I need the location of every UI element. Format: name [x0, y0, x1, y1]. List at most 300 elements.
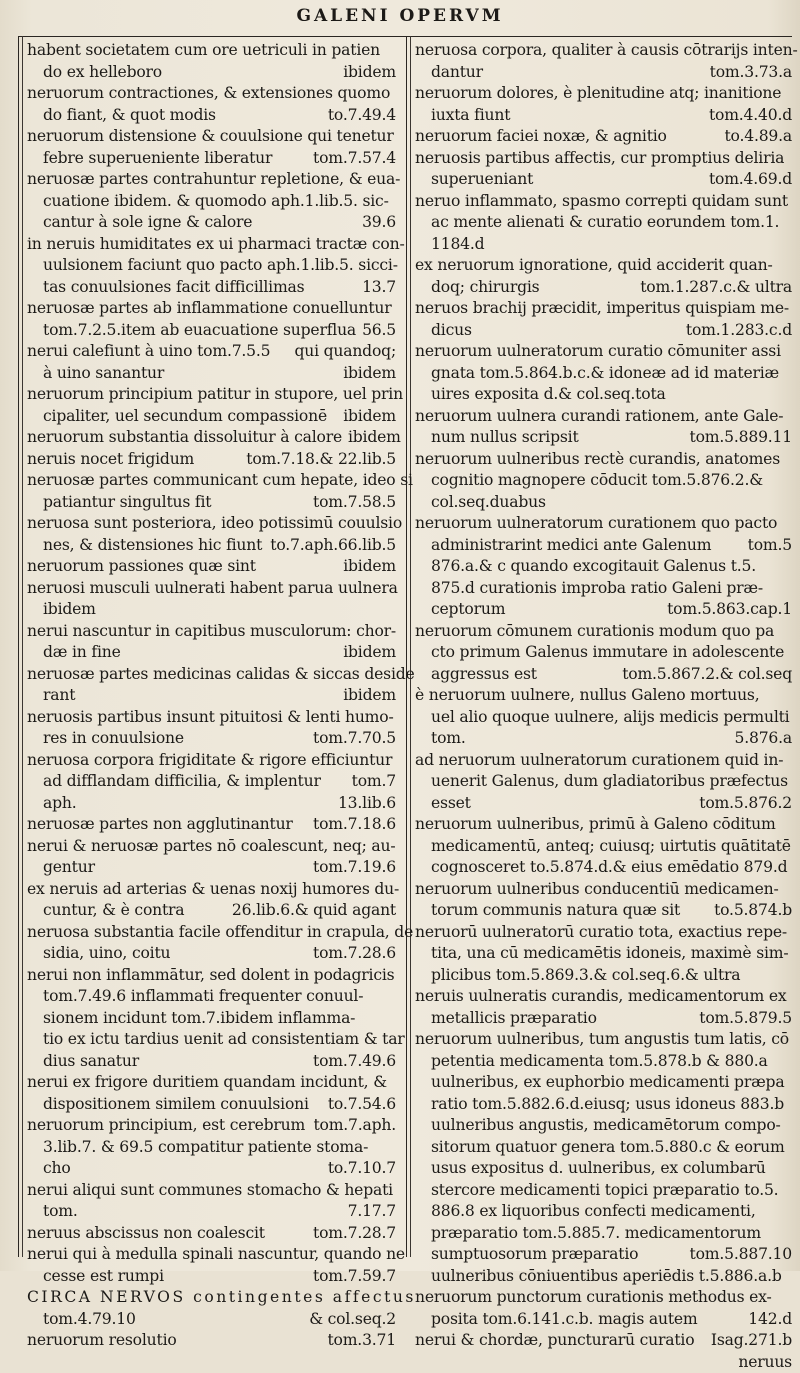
index-entry-line [415, 427, 792, 449]
entry-reference: tom.7.70.5 [307, 728, 396, 750]
entry-reference: tom.3.73.a [704, 62, 792, 84]
index-entry-line [27, 470, 396, 492]
entry-reference: 56.5 [356, 320, 396, 342]
entry-reference: 26.lib.6.& quid agant [226, 900, 396, 922]
index-entry-line [415, 1330, 792, 1352]
entry-reference: to.7.10.7 [322, 1158, 396, 1180]
entry-text: medicamentū, anteq; cuiusq; uirtutis quātitatē [431, 837, 791, 855]
entry-reference: ibidem [337, 363, 396, 385]
index-entry-line [27, 900, 396, 922]
entry-reference: ibidem [337, 62, 396, 84]
index-entry-line [27, 1115, 396, 1137]
entry-text: uenerit Galenus, dum gladiatoribus præfectus [431, 772, 788, 790]
entry-reference: tom.5 [742, 535, 792, 557]
index-entry-line [27, 750, 396, 772]
entry-text: tom. [431, 728, 466, 750]
entry-text: neruorum uulneratorum curationem quo pacto [415, 514, 777, 532]
entry-text: uulneribus, ex euphorbio medicamenti præpa [431, 1073, 784, 1091]
entry-text: neruis uulneratis curandis, medicamentorum ex [415, 987, 786, 1005]
entry-text: do fiant, & quot modis [43, 105, 216, 127]
entry-text: neruis nocet frigidum [27, 449, 194, 471]
index-entry-line [415, 298, 792, 320]
index-entry-line [27, 922, 396, 944]
index-entry-line [415, 1244, 792, 1266]
index-entry-line [27, 62, 396, 84]
entry-reference: tom.7.aph. [307, 1115, 396, 1137]
index-entry-line [27, 771, 396, 793]
index-entry-line [415, 492, 792, 514]
entry-text: uires exposita d.& col.seq.tota [431, 385, 666, 403]
entry-text: nerui & chordæ, puncturarū curatio [415, 1330, 694, 1352]
entry-reference: qui quandoq; [288, 341, 396, 363]
index-entry-line [27, 234, 396, 256]
entry-reference: 7.17.7 [342, 1201, 396, 1223]
entry-text: neruorum punctorum curationis methodus ex- [415, 1288, 772, 1306]
entry-text: sumptuosorum præparatio [431, 1244, 638, 1266]
entry-text: cipaliter, uel secundum compassionē [43, 406, 327, 428]
entry-text: neruorum uulneribus, primū à Galeno cōditum [415, 815, 776, 833]
left-inner-rule [22, 36, 23, 1257]
index-entry-line [27, 879, 396, 901]
index-entry-line [415, 578, 792, 600]
entry-reference: tom.4.40.d [703, 105, 792, 127]
entry-text: cto primum Galenus immutare in adolescente [431, 643, 784, 661]
entry-text: neruosis partibus affectis, cur promptius deliria [415, 149, 784, 167]
index-entry-line [27, 728, 396, 750]
index-entry-line [415, 169, 792, 191]
entry-text: tom.4.79.10 [43, 1309, 136, 1331]
entry-text: dæ in fine [43, 642, 121, 664]
entry-text: plicibus tom.5.869.3.& col.seq.6.& ultra [431, 966, 740, 984]
index-entry-line [27, 1180, 396, 1202]
index-entry-line [415, 406, 792, 428]
index-entry-line [415, 750, 792, 772]
index-entry-line [27, 1158, 396, 1180]
index-entry-line [27, 1244, 396, 1266]
index-entry-line [27, 83, 396, 105]
entry-text: num nullus scripsit [431, 427, 579, 449]
index-entry-line [27, 814, 396, 836]
index-entry-line [27, 40, 396, 62]
entry-text: metallicis præparatio [431, 1008, 597, 1030]
entry-text: neruosa substantia facile offenditur in crapula, de [27, 923, 413, 941]
entry-text: cesse est rumpi [43, 1266, 164, 1288]
index-entry-line [415, 320, 792, 342]
entry-text: posita tom.6.141.c.b. magis autem [431, 1309, 698, 1331]
entry-text: tio ex ictu tardius uenit ad consistentiam & tar [43, 1030, 405, 1048]
index-entry-line [27, 1008, 396, 1030]
entry-text: aph. [43, 793, 76, 815]
index-entry-line [27, 126, 396, 148]
entry-text: neruorum uulneribus, tum angustis tum latis, cō [415, 1030, 789, 1048]
entry-text: neruosa sunt posteriora, ideo potissimū couulsio [27, 514, 402, 532]
index-entry-line [415, 621, 792, 643]
entry-reference: to.4.89.a [718, 126, 792, 148]
entry-reference: ibidem [337, 685, 396, 707]
entry-reference: tom.3.71 [321, 1330, 396, 1352]
index-entry-line [27, 212, 396, 234]
entry-text: neruus abscissus non coalescit [27, 1223, 265, 1245]
entry-text: stercore medicamenti topici præparatio to.5. [431, 1181, 778, 1199]
entry-text: neruorum faciei noxæ, & agnitio [415, 126, 667, 148]
entry-text: patiantur singultus fit [43, 492, 211, 514]
index-entry-line [27, 513, 396, 535]
index-entry-line [27, 363, 396, 385]
entry-text: 3.lib.7. & 69.5 compatitur patiente stoma- [43, 1138, 368, 1156]
index-entry-line [27, 406, 396, 428]
entry-text: tom.7.2.5.item ab euacuatione superflua [43, 320, 356, 342]
entry-text: neruosæ partes communicant cum hepate, ideo si [27, 471, 413, 489]
entry-reference: to.7.54.6 [322, 1094, 396, 1116]
index-entry-line [27, 793, 396, 815]
index-entry-line [415, 1266, 792, 1288]
index-entry-line [415, 1072, 792, 1094]
entry-text: ad neruorum uulneratorum curationem quid in- [415, 751, 783, 769]
entry-text: nerui qui à medulla spinali nascuntur, quando ne [27, 1245, 405, 1263]
index-entry-line [415, 879, 792, 901]
index-entry-line [415, 1137, 792, 1159]
entry-text: neruorum distensione & couulsione qui tenetur [27, 127, 394, 145]
left-border-rule [18, 36, 19, 1257]
index-entry-line [415, 1201, 792, 1223]
entry-text: neruo inflammato, spasmo correpti quidam sunt [415, 192, 788, 210]
entry-text: nerui calefiunt à uino tom.7.5.5 [27, 341, 270, 363]
entry-text: sionem incidunt tom.7.ibidem inflamma- [43, 1009, 355, 1027]
entry-text: torum communis natura quæ sit [431, 900, 680, 922]
entry-reference: tom.5.887.10 [684, 1244, 792, 1266]
column-divider-inner [410, 36, 411, 1257]
index-entry-line [415, 1158, 792, 1180]
index-entry-line [415, 922, 792, 944]
entry-text: ex neruis ad arterias & uenas noxij humores du- [27, 880, 399, 898]
entry-text: præparatio tom.5.885.7. medicamentorum [431, 1224, 761, 1242]
entry-text: tas conuulsiones facit difficillimas [43, 277, 304, 299]
index-entry-line [415, 277, 792, 299]
index-entry-line [27, 384, 396, 406]
index-entry-line [415, 363, 792, 385]
entry-text: neruorum cōmunem curationis modum quo pa [415, 622, 774, 640]
entry-text: cuatione ibidem. & quomodo aph.1.lib.5. sic- [43, 192, 389, 210]
entry-text: uel alio quoque uulnere, alijs medicis permulti [431, 708, 789, 726]
index-entry-line [27, 320, 396, 342]
entry-reference: tom.1.283.c.d [680, 320, 792, 342]
entry-reference: 5.876.a [729, 728, 793, 750]
entry-text: uulsionem faciunt quo pacto aph.1.lib.5. sicci- [43, 256, 398, 274]
entry-reference: tom.5.863.cap.1 [661, 599, 792, 621]
entry-text: in neruis humiditates ex ui pharmaci tractæ con- [27, 235, 405, 253]
entry-text: nes, & distensiones hic fiunt [43, 535, 262, 557]
index-entry-line [27, 1287, 396, 1309]
entry-text: ibidem [43, 600, 96, 618]
index-entry-line [415, 212, 792, 234]
index-entry-line [27, 277, 396, 299]
entry-text: rant [43, 685, 75, 707]
entry-text: neruorum passiones quæ sint [27, 556, 256, 578]
index-entry-line [415, 986, 792, 1008]
index-column-left [27, 40, 396, 1257]
entry-text: nerui non inflammātur, sed dolent in podagricis [27, 966, 394, 984]
index-entry-line [415, 83, 792, 105]
entry-text: ratio tom.5.882.6.d.eiusq; usus idoneus 883.b [431, 1095, 784, 1113]
entry-reference: tom.5.876.2 [693, 793, 792, 815]
index-entry-line [415, 1029, 792, 1051]
index-entry-line [415, 642, 792, 664]
entry-text: cuntur, & è contra [43, 900, 184, 922]
entry-reference: ibidem [337, 556, 396, 578]
entry-text: neruosæ partes medicinas calidas & siccas deside [27, 665, 415, 683]
running-header [0, 2, 800, 30]
index-entry-line [415, 535, 792, 557]
entry-text: 875.d curationis improba ratio Galeni præ- [431, 579, 763, 597]
entry-reference: to.5.874.b [708, 900, 792, 922]
entry-text: administrarint medici ante Galenum [431, 535, 711, 557]
index-entry-line [27, 191, 396, 213]
entry-text: neruorum substantia dissoluitur à calore [27, 427, 342, 449]
index-entry-line [27, 599, 396, 621]
entry-text: sitorum quatuor genera tom.5.880.c & eorum [431, 1138, 785, 1156]
index-entry-line [27, 857, 396, 879]
entry-text: nerui ex frigore duritiem quandam incidunt, & [27, 1073, 387, 1091]
entry-text: neruosæ partes non agglutinantur [27, 814, 293, 836]
index-entry-line [27, 836, 396, 858]
entry-text: tom.7.49.6 inflammati frequenter conuul- [43, 987, 363, 1005]
entry-reference: tom.7.49.6 [307, 1051, 396, 1073]
entry-text: doq; chirurgis [431, 277, 539, 299]
entry-text: cantur à sole igne & calore [43, 212, 252, 234]
entry-text: cognitio magnopere cōducit tom.5.876.2.& [431, 471, 763, 489]
index-entry-line [415, 1352, 792, 1373]
index-entry-line [415, 707, 792, 729]
entry-text: neruorum dolores, è plenitudine atq; inanitione [415, 84, 781, 102]
index-entry-line [415, 793, 792, 815]
index-entry-line [415, 664, 792, 686]
index-entry-line [27, 1072, 396, 1094]
index-entry-line [27, 148, 396, 170]
index-entry-line [27, 449, 396, 471]
index-entry-line [415, 1115, 792, 1137]
index-entry-line [415, 1094, 792, 1116]
entry-reference: 13.lib.6 [332, 793, 396, 815]
entry-reference: tom.7.18.& 22.lib.5 [240, 449, 396, 471]
entry-text: CIRCA NERVOS contingentes affectus [27, 1288, 416, 1306]
entry-text: è neruorum uulnere, nullus Galeno mortuus, [415, 686, 760, 704]
entry-text: col.seq.duabus [431, 493, 546, 511]
index-entry-line [415, 1051, 792, 1073]
entry-text: sidia, uino, coitu [43, 943, 170, 965]
index-entry-line [415, 513, 792, 535]
index-entry-line [27, 1201, 396, 1223]
index-entry-line [415, 556, 792, 578]
index-entry-line [415, 255, 792, 277]
index-entry-line [27, 1051, 396, 1073]
index-entry-line [415, 341, 792, 363]
entry-text: à uino sanantur [43, 363, 164, 385]
entry-reference: tom.7 [346, 771, 396, 793]
index-entry-line [415, 1008, 792, 1030]
entry-text: usus expositus d. uulneribus, ex columbarū [431, 1159, 766, 1177]
index-entry-line [415, 965, 792, 987]
entry-text: dius sanatur [43, 1051, 139, 1073]
index-entry-line [27, 535, 396, 557]
index-entry-line [27, 427, 396, 449]
entry-reference: 142.d [742, 1309, 792, 1331]
index-entry-line [27, 707, 396, 729]
index-entry-line [415, 728, 792, 750]
index-entry-line [27, 578, 396, 600]
entry-text: tita, una cū medicamētis idoneis, maximè sim- [431, 944, 788, 962]
entry-text: neruorum uulneribus rectè curandis, anatomes [415, 450, 780, 468]
entry-text: tom. [43, 1201, 78, 1223]
entry-reference: to.7.49.4 [322, 105, 396, 127]
entry-text: cognosceret to.5.874.d.& eius emēdatio 879.d [431, 858, 787, 876]
entry-text: uulneribus cōniuentibus aperiēdis t.5.886.a.b [431, 1267, 782, 1285]
index-entry-line [415, 384, 792, 406]
index-entry-line [415, 449, 792, 471]
entry-text: neruorum resolutio [27, 1330, 177, 1352]
entry-text: neruorum uulneratorum curatio cōmuniter assi [415, 342, 781, 360]
index-entry-line [415, 685, 792, 707]
entry-text: aggressus est [431, 664, 537, 686]
entry-text: neruorum uulneribus conducentiū medicamen- [415, 880, 779, 898]
entry-text: nerui aliqui sunt communes stomacho & hepati [27, 1181, 393, 1199]
entry-text: neruorum contractiones, & extensiones quomo [27, 84, 390, 102]
index-entry-line [415, 105, 792, 127]
index-entry-line [27, 1029, 396, 1051]
index-entry-line [27, 1094, 396, 1116]
entry-reference: tom.7.18.6 [307, 814, 396, 836]
entry-text: 1184.d [431, 235, 484, 253]
index-entry-line [27, 105, 396, 127]
entry-text: neruosa corpora, qualiter à causis cōtrarijs inten- [415, 41, 798, 59]
entry-reference: tom.7.59.7 [307, 1266, 396, 1288]
entry-text: neruorum principium patitur in stupore, uel prin [27, 385, 403, 403]
entry-text: ceptorum [431, 599, 505, 621]
index-entry-line [415, 234, 792, 256]
entry-reference: & col.seq.2 [303, 1309, 396, 1331]
index-entry-line [415, 148, 792, 170]
entry-text: neruosa corpora frigiditate & rigore efficiuntur [27, 751, 392, 769]
entry-text: neruosi musculi uulnerati habent parua uulnera [27, 579, 398, 597]
entry-reference: tom.7.19.6 [307, 857, 396, 879]
entry-text: neruorum principium, est cerebrum [27, 1115, 305, 1137]
entry-text: neruosæ partes ab inflammatione conuelluntur [27, 299, 391, 317]
entry-text: neruosis partibus insunt pituitosi & lenti humo- [27, 708, 394, 726]
entry-text: 886.8 ex liquoribus confecti medicamenti, [431, 1202, 756, 1220]
index-entry-line [415, 836, 792, 858]
index-entry-line [27, 1137, 396, 1159]
index-entry-line [415, 470, 792, 492]
index-entry-line [27, 621, 396, 643]
entry-text: dantur [431, 62, 483, 84]
entry-reference: tom.4.69.d [703, 169, 792, 191]
entry-text: febre superueniente liberatur [43, 148, 272, 170]
entry-text: 876.a.& c quando excogitauit Galenus t.5. [431, 557, 756, 575]
index-entry-line [27, 642, 396, 664]
index-entry-line [415, 1180, 792, 1202]
index-entry-line [27, 1223, 396, 1245]
index-entry-line [415, 599, 792, 621]
index-entry-line [415, 126, 792, 148]
index-entry-line [415, 1309, 792, 1331]
index-entry-line [415, 191, 792, 213]
entry-reference: ibidem [337, 406, 396, 428]
index-entry-line [415, 900, 792, 922]
entry-text: ex neruorum ignoratione, quid acciderit quan- [415, 256, 773, 274]
entry-text: gnata tom.5.864.b.c.& idoneæ ad id materiæ [431, 364, 779, 382]
index-entry-line [27, 664, 396, 686]
entry-reference: tom.7.28.6 [307, 943, 396, 965]
entry-text: dicus [431, 320, 472, 342]
top-rule [18, 36, 792, 37]
entry-text: superueniant [431, 169, 533, 191]
index-entry-line [415, 814, 792, 836]
index-entry-line [415, 943, 792, 965]
entry-reference: 13.7 [356, 277, 396, 299]
entry-reference: tom.7.28.7 [307, 1223, 396, 1245]
entry-text: neruorū uulneratorū curatio tota, exactius repe- [415, 923, 787, 941]
entry-text: nerui nascuntur in capitibus musculorum: chor- [27, 622, 396, 640]
page-title: GALENI OPERVM [296, 6, 503, 26]
index-entry-line [27, 1309, 396, 1331]
entry-text: dispositionem similem conuulsioni [43, 1094, 309, 1116]
index-entry-line [27, 556, 396, 578]
entry-reference: tom.7.58.5 [307, 492, 396, 514]
index-entry-line [27, 169, 396, 191]
entry-reference: ibidem [342, 427, 401, 449]
index-entry-line [27, 685, 396, 707]
index-entry-line [27, 492, 396, 514]
entry-text: gentur [43, 857, 95, 879]
entry-text: neruosæ partes contrahuntur repletione, & eua- [27, 170, 400, 188]
entry-reference: tom.1.287.c.& ultra [634, 277, 792, 299]
index-entry-line [27, 1266, 396, 1288]
entry-text: uulneribus angustis, medicamētorum compo- [431, 1116, 781, 1134]
index-column-right [415, 40, 792, 1257]
entry-text: ac mente alienati & curatio eorundem tom.1. [431, 213, 779, 231]
entry-text: habent societatem cum ore uetriculi in patien [27, 41, 380, 59]
entry-text: do ex helleboro [43, 62, 162, 84]
index-entry-line [27, 255, 396, 277]
entry-text: iuxta fiunt [431, 105, 510, 127]
index-entry-line [27, 943, 396, 965]
entry-text: petentia medicamenta tom.5.878.b & 880.a [431, 1052, 768, 1070]
index-entry-line [415, 62, 792, 84]
index-entry-line [27, 986, 396, 1008]
index-entry-line [27, 1330, 396, 1352]
index-entry-line [27, 298, 396, 320]
entry-text: nerui & neruosæ partes nō coalescunt, neq; au- [27, 837, 395, 855]
column-divider [406, 36, 407, 1257]
entry-reference: neruus [732, 1352, 792, 1373]
index-entry-line [415, 857, 792, 879]
index-entry-line [27, 341, 396, 363]
entry-text: neruos brachij præcidit, imperitus quispiam me- [415, 299, 789, 317]
entry-reference: 39.6 [356, 212, 396, 234]
entry-text: neruorum uulnera curandi rationem, ante Gale- [415, 407, 783, 425]
index-entry-line [415, 771, 792, 793]
entry-reference: tom.5.889.11 [684, 427, 792, 449]
index-entry-line [415, 1223, 792, 1245]
index-entry-line [27, 965, 396, 987]
entry-text: esset [431, 793, 471, 815]
entry-reference: tom.5.879.5 [693, 1008, 792, 1030]
entry-reference: tom.5.867.2.& col.seq [616, 664, 792, 686]
index-entry-line [415, 1287, 792, 1309]
entry-reference: Isag.271.b [705, 1330, 792, 1352]
entry-text: ad difflandam difficilia, & implentur [43, 771, 321, 793]
entry-reference: ibidem [337, 642, 396, 664]
index-entry-line [415, 40, 792, 62]
